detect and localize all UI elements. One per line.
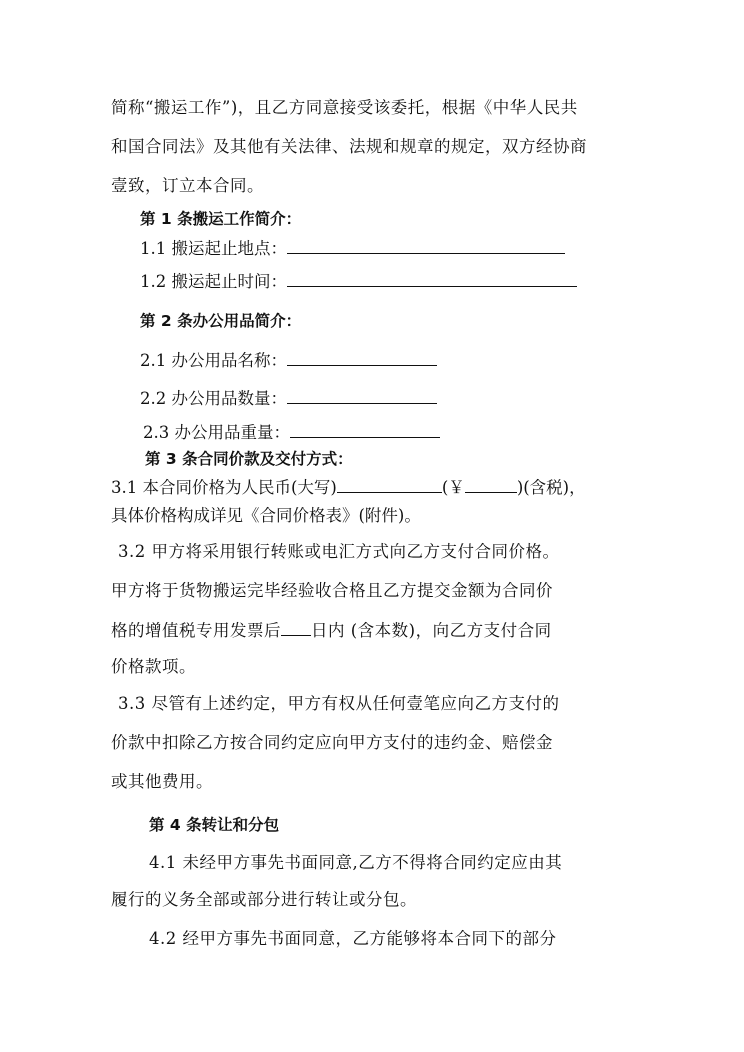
text-segment: 格的增值税专用发票后: [111, 621, 281, 640]
blank-field[interactable]: [287, 270, 577, 287]
article-2-title: 第 2 条办公用品简介：: [140, 312, 302, 330]
blank-field[interactable]: [290, 421, 440, 438]
article-4-title: 第 4 条转让和分包: [149, 816, 280, 834]
text-segment: (￥: [441, 478, 465, 497]
article-4-p2-line-1: 4.2 经甲方事先书面同意，乙方能够将本合同下的部分: [149, 929, 557, 948]
article-3-p3-line-3: 或其他费用。: [111, 772, 213, 791]
text-segment: 日内 (含本数)，向乙方支付合同: [311, 621, 552, 640]
article-3-p3-line-1: 3.3 尽管有上述约定，甲方有权从任何壹笔应向乙方支付的: [118, 694, 560, 713]
article-3-p2-line-1: 3.2 甲方将采用银行转账或电汇方式向乙方支付合同价格。: [118, 542, 560, 561]
blank-field[interactable]: [465, 476, 517, 493]
article-1-item-2: [140, 270, 577, 293]
article-3-title: 第 3 条合同价款及交付方式：: [145, 450, 353, 468]
article-3-p2-line-4: 价格款项。: [111, 657, 196, 676]
text-segment: 3.1 本合同价格为人民币(大写): [111, 478, 337, 497]
blank-field[interactable]: [287, 349, 437, 366]
field-label: 2.1 办公用品名称：: [140, 351, 287, 370]
blank-field[interactable]: [287, 237, 565, 254]
article-3-p2-line-3: [111, 619, 552, 642]
blank-field[interactable]: [287, 387, 437, 404]
article-2-item-2: [140, 387, 437, 410]
article-4-p1-line-2: 履行的义务全部或部分进行转让或分包。: [111, 890, 417, 909]
field-label: 1.2 搬运起止时间：: [140, 272, 287, 291]
intro-line-1: 简称“搬运工作”)，且乙方同意接受该委托，根据《中华人民共: [111, 98, 578, 117]
intro-line-3: 壹致，订立本合同。: [111, 176, 264, 195]
intro-line-2: 和国合同法》及其他有关法律、法规和规章的规定，双方经协商: [111, 137, 587, 156]
article-2-item-1: [140, 349, 437, 372]
article-2-item-3: [143, 421, 440, 444]
blank-field[interactable]: [281, 619, 311, 636]
article-4-p1-line-1: 4.1 未经甲方事先书面同意,乙方不得将合同约定应由其: [149, 853, 563, 872]
article-3-p2-line-2: 甲方将于货物搬运完毕经验收合格且乙方提交金额为合同价: [111, 581, 553, 600]
field-label: 1.1 搬运起止地点：: [140, 239, 287, 258]
article-1-item-1: [140, 237, 565, 260]
blank-field[interactable]: [337, 476, 442, 493]
article-3-p1-line-1: [111, 476, 586, 499]
field-label: 2.3 办公用品重量：: [143, 423, 290, 442]
field-label: 2.2 办公用品数量：: [140, 389, 287, 408]
article-3-p3-line-2: 价款中扣除乙方按合同约定应向甲方支付的违约金、赔偿金: [111, 733, 553, 752]
text-segment: )(含税)，: [516, 478, 586, 497]
article-1-title: 第 1 条搬运工作简介：: [140, 210, 302, 228]
article-3-p1-line-2: 具体价格构成详见《合同价格表》(附件)。: [111, 506, 421, 525]
